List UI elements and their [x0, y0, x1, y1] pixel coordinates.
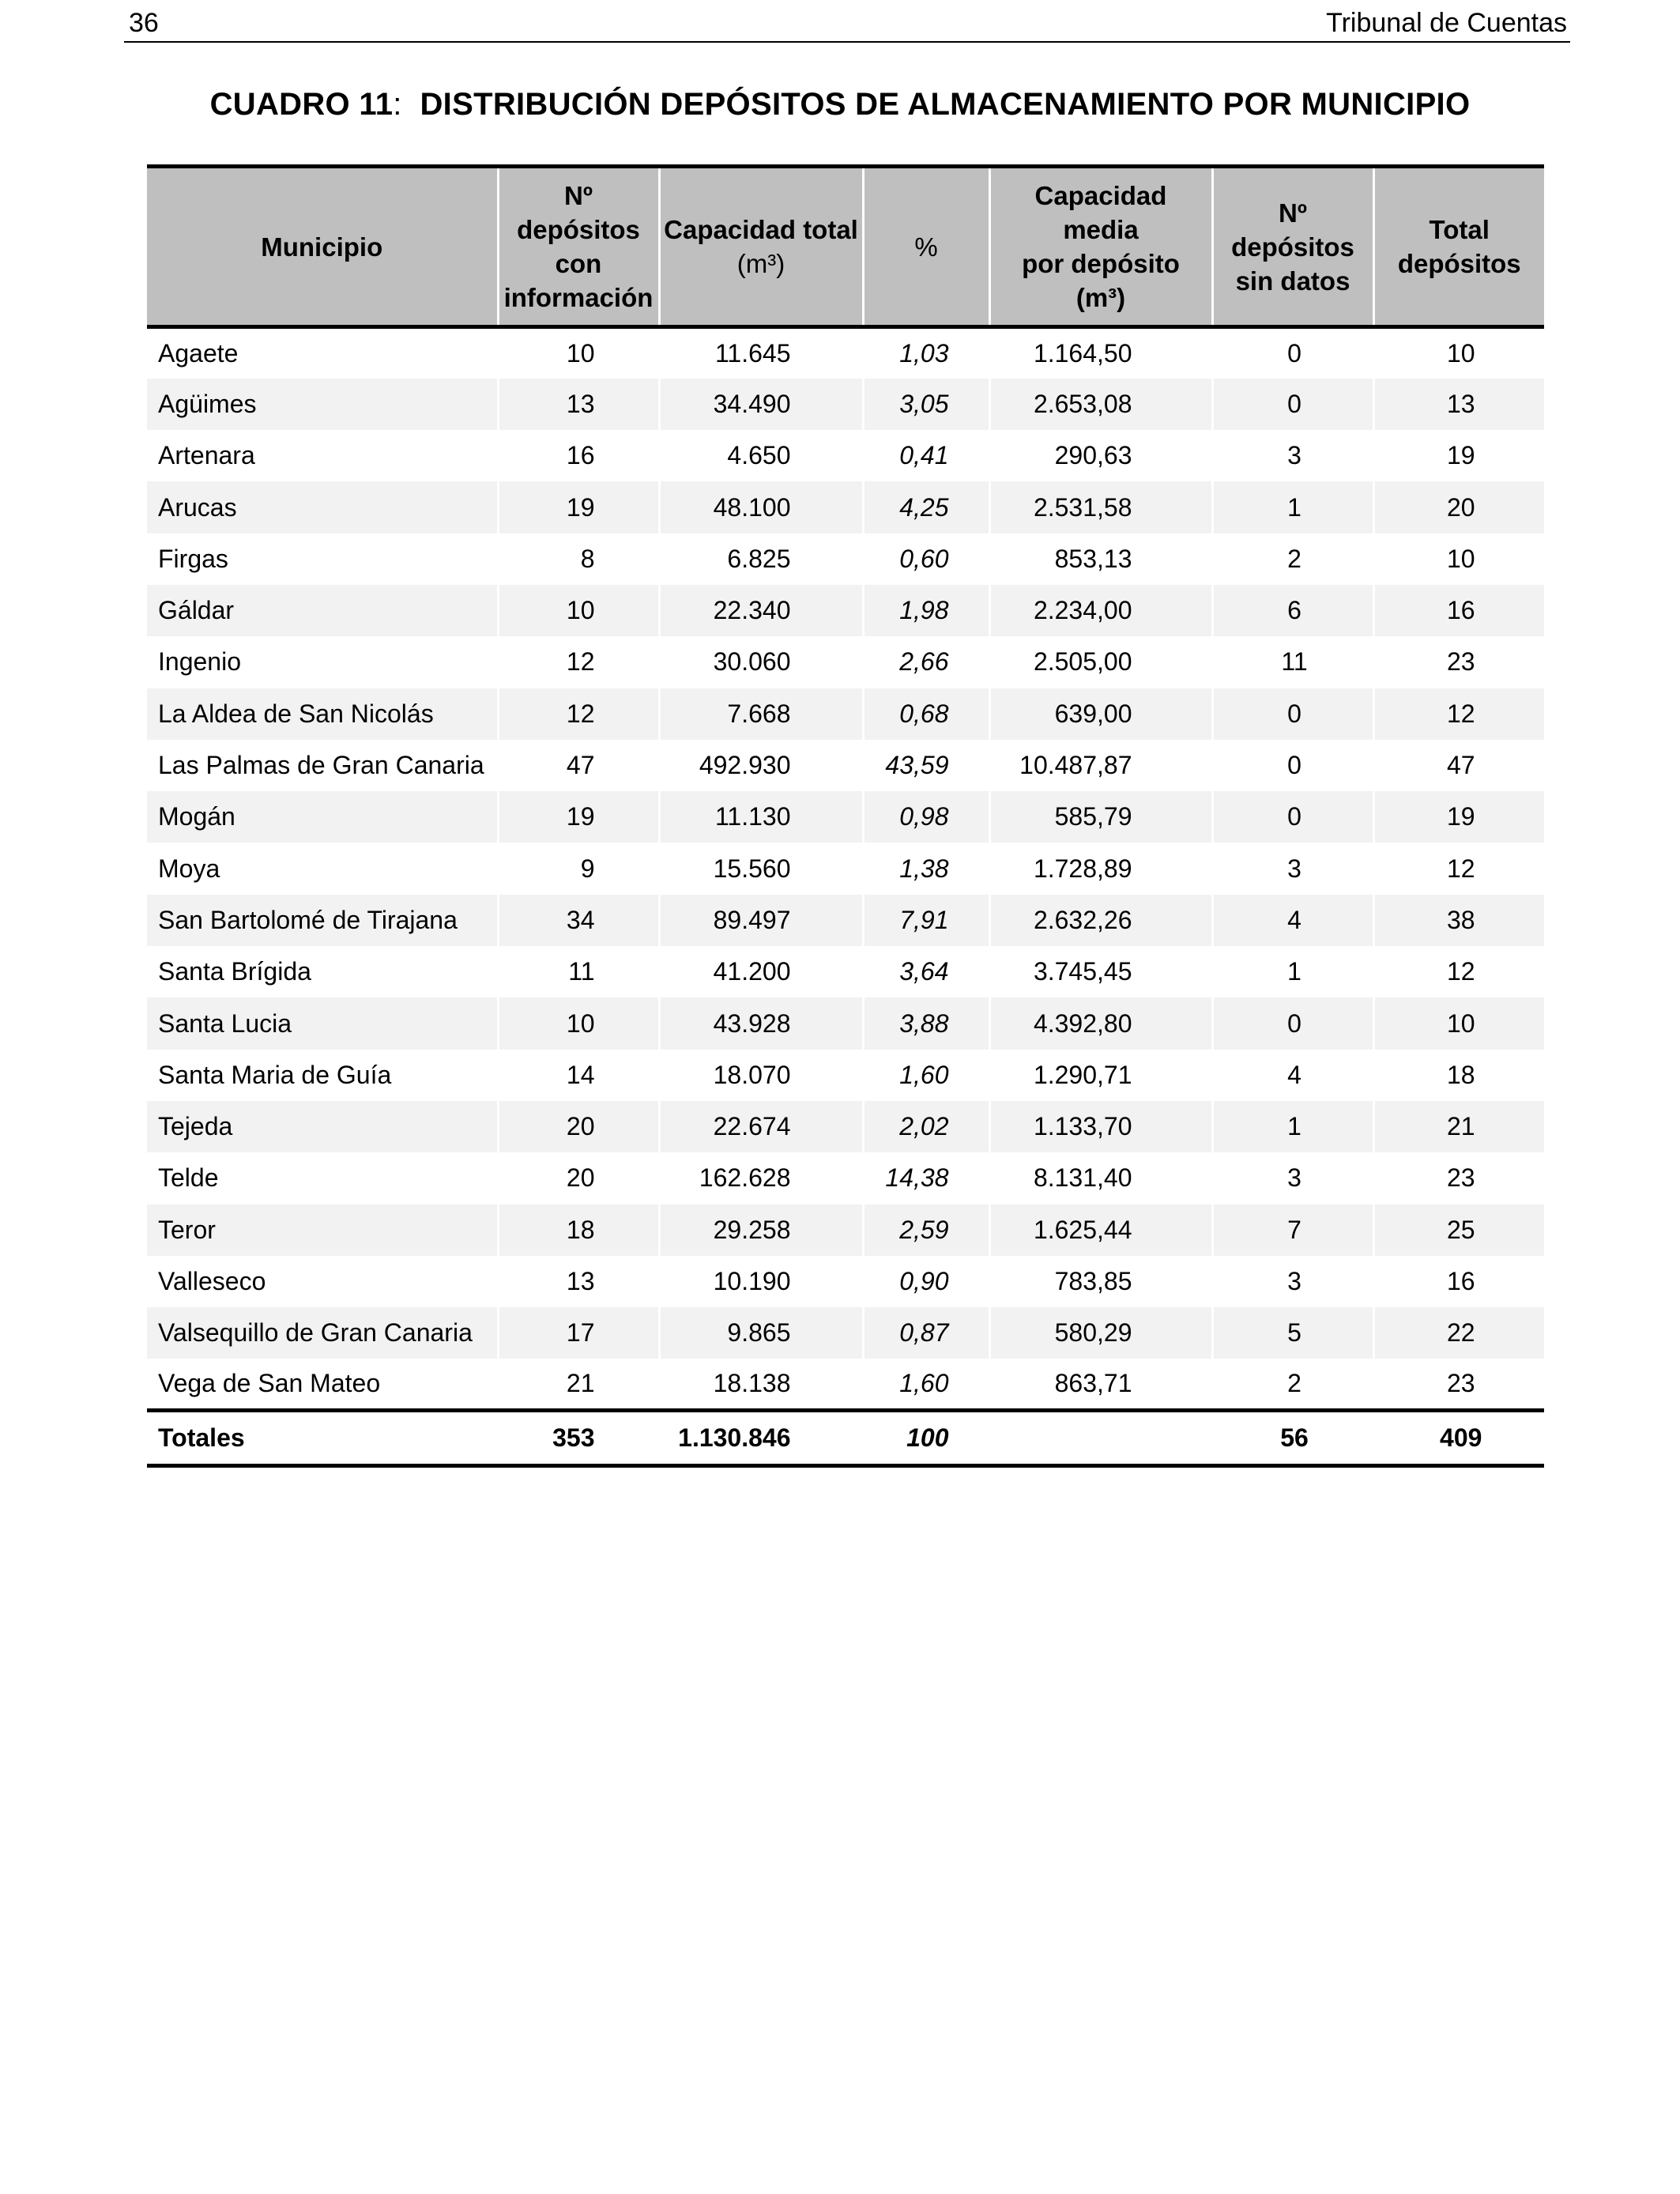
- cell-total: 21: [1373, 1101, 1544, 1152]
- cell-capacidad-total: 9.865: [659, 1307, 863, 1359]
- totals-porcentaje: 100: [863, 1411, 989, 1466]
- cell-depositos-con-info: 13: [498, 1256, 659, 1307]
- cell-capacidad-total: 11.645: [659, 327, 863, 379]
- cell-sin-datos: 0: [1212, 791, 1373, 843]
- totals-row: [147, 1411, 1544, 1466]
- col-header-line: sin datos: [1235, 266, 1350, 296]
- cell-porcentaje: 1,03: [863, 327, 989, 379]
- cell-porcentaje: 1,60: [863, 1359, 989, 1410]
- col-header-municipio: [147, 167, 498, 327]
- cell-total: 16: [1373, 585, 1544, 636]
- table-row: [147, 379, 1544, 430]
- cell-capacidad-total: 7.668: [659, 688, 863, 740]
- cell-capacidad-media: 290,63: [989, 430, 1212, 481]
- cell-sin-datos: 3: [1212, 843, 1373, 894]
- cell-sin-datos: 1: [1212, 481, 1373, 533]
- table-row: [147, 1050, 1544, 1101]
- table-row: [147, 791, 1544, 843]
- table-body: [147, 327, 1544, 1411]
- cell-capacidad-media: 1.625,44: [989, 1204, 1212, 1256]
- cell-porcentaje: 0,87: [863, 1307, 989, 1359]
- cell-municipio: Santa Lucia: [147, 997, 498, 1049]
- table-row: [147, 997, 1544, 1049]
- cell-total: 10: [1373, 327, 1544, 379]
- cell-depositos-con-info: 10: [498, 585, 659, 636]
- table-title-text: DISTRIBUCIÓN DEPÓSITOS DE ALMACENAMIENTO POR MUNICIPIO: [420, 87, 1471, 122]
- cell-capacidad-total: 22.340: [659, 585, 863, 636]
- cell-depositos-con-info: 19: [498, 481, 659, 533]
- cell-capacidad-media: 8.131,40: [989, 1152, 1212, 1204]
- cell-total: 22: [1373, 1307, 1544, 1359]
- table-row: [147, 1152, 1544, 1204]
- cell-municipio: Telde: [158, 1163, 219, 1193]
- cell-municipio: Tejeda: [147, 1101, 498, 1152]
- cell-sin-datos: 0: [1212, 740, 1373, 791]
- cell-sin-datos: 3: [1212, 1256, 1373, 1307]
- cell-total: 25: [1373, 1204, 1544, 1256]
- cell-capacidad-total: 22.674: [659, 1101, 863, 1152]
- cell-municipio: La Aldea de San Nicolás: [147, 688, 498, 740]
- cell-capacidad-media: 2.234,00: [989, 585, 1212, 636]
- cell-porcentaje: 43,59: [863, 740, 989, 791]
- cell-total: 13: [1373, 379, 1544, 430]
- table-row: [147, 843, 1544, 894]
- page-header: [124, 5, 1570, 43]
- cell-depositos-con-info: 13: [498, 379, 659, 430]
- table-footer: [147, 1411, 1544, 1466]
- cell-capacidad-total: 43.928: [659, 997, 863, 1049]
- totals-depositos-con-info: 353: [498, 1411, 659, 1466]
- cell-sin-datos: 0: [1212, 688, 1373, 740]
- cell-municipio: Arucas: [147, 481, 498, 533]
- col-header-line: depósitos: [1397, 249, 1521, 278]
- table-row: [147, 895, 1544, 946]
- cell-sin-datos: 0: [1212, 327, 1373, 379]
- cell-municipio: Vega de San Mateo: [158, 1369, 381, 1398]
- cell-depositos-con-info: 47: [498, 740, 659, 791]
- col-header-line: Capacidad total: [664, 215, 858, 244]
- cell-porcentaje: 3,64: [863, 946, 989, 997]
- cell-capacidad-total: 11.130: [659, 791, 863, 843]
- cell-porcentaje: 0,90: [863, 1256, 989, 1307]
- col-header-line: Capacidad media: [1034, 181, 1167, 244]
- cell-depositos-con-info: 34: [498, 895, 659, 946]
- col-header-line: información: [503, 283, 654, 312]
- table-row: [147, 533, 1544, 585]
- table-row: [147, 430, 1544, 481]
- cell-capacidad-total: 18.138: [659, 1359, 863, 1410]
- col-header-capacidad-media: [989, 167, 1212, 327]
- col-header-total: [1373, 167, 1544, 327]
- cell-total: 16: [1373, 1256, 1544, 1307]
- cell-capacidad-total: 4.650: [659, 430, 863, 481]
- data-table: [147, 164, 1544, 1468]
- cell-porcentaje: 2,59: [863, 1204, 989, 1256]
- cell-municipio: Moya: [158, 854, 220, 883]
- table-title: [0, 87, 1680, 123]
- totals-total: 409: [1373, 1411, 1544, 1466]
- totals-label: Totales: [147, 1411, 498, 1466]
- col-header-depositos-con-info: [498, 167, 659, 327]
- cell-municipio: Santa Maria de Guía: [158, 1060, 392, 1089]
- cell-capacidad-total: 162.628: [659, 1152, 863, 1204]
- cell-sin-datos: 3: [1212, 430, 1373, 481]
- cell-porcentaje: 1,98: [863, 585, 989, 636]
- table-row: [147, 327, 1544, 379]
- cell-capacidad-media: 4.392,80: [989, 997, 1212, 1049]
- col-header-line: con: [555, 249, 602, 278]
- cell-capacidad-media: 853,13: [989, 533, 1212, 585]
- cell-porcentaje: 1,60: [863, 1050, 989, 1101]
- cell-capacidad-media: 10.487,87: [989, 740, 1212, 791]
- header-row: [147, 167, 1544, 327]
- cell-capacidad-total: 48.100: [659, 481, 863, 533]
- cell-capacidad-media: 1.164,50: [989, 327, 1212, 379]
- cell-total: 38: [1373, 895, 1544, 946]
- header-organization: Tribunal de Cuentas: [1326, 8, 1567, 38]
- table-row: [147, 688, 1544, 740]
- totals-sin-datos: 56: [1212, 1411, 1373, 1466]
- col-header-line: por depósito (m³): [1022, 249, 1180, 312]
- cell-porcentaje: 0,60: [863, 533, 989, 585]
- cell-municipio: Firgas: [158, 544, 228, 573]
- col-header-porcentaje-text: %: [914, 232, 938, 262]
- cell-capacidad-total: 41.200: [659, 946, 863, 997]
- cell-capacidad-total: 29.258: [659, 1204, 863, 1256]
- col-header-municipio-text: Municipio: [261, 232, 383, 262]
- cell-municipio: Gáldar: [147, 585, 498, 636]
- cell-sin-datos: 2: [1212, 533, 1373, 585]
- cell-depositos-con-info: 14: [498, 1050, 659, 1101]
- cell-capacidad-media: 1.728,89: [989, 843, 1212, 894]
- cell-capacidad-media: 783,85: [989, 1256, 1212, 1307]
- cell-capacidad-media: 863,71: [989, 1359, 1212, 1410]
- cell-total: 19: [1373, 791, 1544, 843]
- cell-capacidad-media: 2.531,58: [989, 481, 1212, 533]
- cell-municipio: Teror: [147, 1204, 498, 1256]
- cell-sin-datos: 5: [1212, 1307, 1373, 1359]
- cell-capacidad-media: 2.632,26: [989, 895, 1212, 946]
- cell-sin-datos: 11: [1212, 636, 1373, 688]
- table-title-separator: :: [393, 87, 402, 122]
- col-header-line: depósitos: [1231, 232, 1354, 262]
- col-header-line: Nº: [564, 181, 593, 210]
- col-header-line: Total: [1429, 215, 1490, 244]
- totals-capacidad-total: 1.130.846: [659, 1411, 863, 1466]
- table-row: [147, 1359, 1544, 1410]
- cell-sin-datos: 2: [1212, 1359, 1373, 1410]
- cell-porcentaje: 3,05: [863, 379, 989, 430]
- cell-depositos-con-info: 20: [498, 1152, 659, 1204]
- cell-depositos-con-info: 19: [498, 791, 659, 843]
- cell-municipio: Agaete: [158, 338, 239, 368]
- cell-capacidad-total: 15.560: [659, 843, 863, 894]
- cell-depositos-con-info: 10: [498, 327, 659, 379]
- table-title-label: CUADRO 11: [209, 87, 394, 122]
- cell-capacidad-media: 3.745,45: [989, 946, 1212, 997]
- cell-municipio: Valsequillo de Gran Canaria: [147, 1307, 498, 1359]
- cell-sin-datos: 7: [1212, 1204, 1373, 1256]
- cell-capacidad-total: 18.070: [659, 1050, 863, 1101]
- cell-capacidad-total: 6.825: [659, 533, 863, 585]
- cell-total: 10: [1373, 997, 1544, 1049]
- cell-porcentaje: 0,98: [863, 791, 989, 843]
- cell-capacidad-media: 2.505,00: [989, 636, 1212, 688]
- cell-municipio: Artenara: [158, 441, 255, 470]
- cell-total: 10: [1373, 533, 1544, 585]
- cell-sin-datos: 1: [1212, 946, 1373, 997]
- cell-depositos-con-info: 20: [498, 1101, 659, 1152]
- cell-depositos-con-info: 21: [498, 1359, 659, 1410]
- cell-capacidad-total: 89.497: [659, 895, 863, 946]
- col-header-line: depósitos: [517, 215, 640, 244]
- cell-capacidad-total: 10.190: [659, 1256, 863, 1307]
- cell-porcentaje: 3,88: [863, 997, 989, 1049]
- table-row: [147, 740, 1544, 791]
- cell-municipio: Las Palmas de Gran Canaria: [158, 751, 484, 780]
- cell-depositos-con-info: 8: [498, 533, 659, 585]
- cell-depositos-con-info: 16: [498, 430, 659, 481]
- cell-total: 23: [1373, 1152, 1544, 1204]
- cell-total: 19: [1373, 430, 1544, 481]
- cell-total: 12: [1373, 688, 1544, 740]
- cell-total: 12: [1373, 843, 1544, 894]
- cell-capacidad-media: 1.133,70: [989, 1101, 1212, 1152]
- table-row: [147, 585, 1544, 636]
- table-row: [147, 481, 1544, 533]
- totals-capacidad-media: [989, 1411, 1212, 1466]
- table-header: [147, 167, 1544, 327]
- cell-capacidad-total: 30.060: [659, 636, 863, 688]
- cell-total: 23: [1373, 1359, 1544, 1410]
- cell-municipio: Valleseco: [158, 1266, 266, 1295]
- col-header-line: (m³): [736, 249, 785, 278]
- cell-municipio: San Bartolomé de Tirajana: [147, 895, 498, 946]
- cell-porcentaje: 1,38: [863, 843, 989, 894]
- page-number: 36: [129, 8, 159, 38]
- table-row: [147, 636, 1544, 688]
- cell-municipio: Agüimes: [147, 379, 498, 430]
- cell-sin-datos: 6: [1212, 585, 1373, 636]
- cell-depositos-con-info: 18: [498, 1204, 659, 1256]
- cell-capacidad-media: 585,79: [989, 791, 1212, 843]
- cell-porcentaje: 4,25: [863, 481, 989, 533]
- table-row: [147, 1101, 1544, 1152]
- col-header-line: Nº: [1279, 198, 1307, 228]
- cell-capacidad-total: 492.930: [659, 740, 863, 791]
- cell-porcentaje: 0,68: [863, 688, 989, 740]
- cell-total: 23: [1373, 636, 1544, 688]
- cell-capacidad-total: 34.490: [659, 379, 863, 430]
- table-row: [147, 1307, 1544, 1359]
- cell-sin-datos: 4: [1212, 1050, 1373, 1101]
- cell-sin-datos: 3: [1212, 1152, 1373, 1204]
- cell-total: 18: [1373, 1050, 1544, 1101]
- cell-sin-datos: 0: [1212, 997, 1373, 1049]
- table-row: [147, 946, 1544, 997]
- col-header-capacidad-total: [659, 167, 863, 327]
- cell-total: 47: [1373, 740, 1544, 791]
- cell-depositos-con-info: 12: [498, 636, 659, 688]
- cell-porcentaje: 7,91: [863, 895, 989, 946]
- cell-depositos-con-info: 9: [498, 843, 659, 894]
- cell-total: 12: [1373, 946, 1544, 997]
- table-row: [147, 1204, 1544, 1256]
- cell-capacidad-media: 1.290,71: [989, 1050, 1212, 1101]
- cell-capacidad-media: 639,00: [989, 688, 1212, 740]
- cell-municipio: Mogán: [147, 791, 498, 843]
- cell-capacidad-media: 2.653,08: [989, 379, 1212, 430]
- cell-depositos-con-info: 10: [498, 997, 659, 1049]
- table-row: [147, 1256, 1544, 1307]
- cell-porcentaje: 14,38: [863, 1152, 989, 1204]
- cell-sin-datos: 0: [1212, 379, 1373, 430]
- cell-depositos-con-info: 12: [498, 688, 659, 740]
- cell-porcentaje: 2,02: [863, 1101, 989, 1152]
- col-header-sin-datos: [1212, 167, 1373, 327]
- cell-sin-datos: 1: [1212, 1101, 1373, 1152]
- cell-capacidad-media: 580,29: [989, 1307, 1212, 1359]
- cell-municipio: Ingenio: [158, 647, 241, 677]
- cell-total: 20: [1373, 481, 1544, 533]
- cell-municipio: Santa Brígida: [158, 957, 311, 986]
- cell-depositos-con-info: 17: [498, 1307, 659, 1359]
- col-header-porcentaje: [863, 167, 989, 327]
- cell-depositos-con-info: 11: [498, 946, 659, 997]
- cell-porcentaje: 2,66: [863, 636, 989, 688]
- cell-sin-datos: 4: [1212, 895, 1373, 946]
- cell-porcentaje: 0,41: [863, 430, 989, 481]
